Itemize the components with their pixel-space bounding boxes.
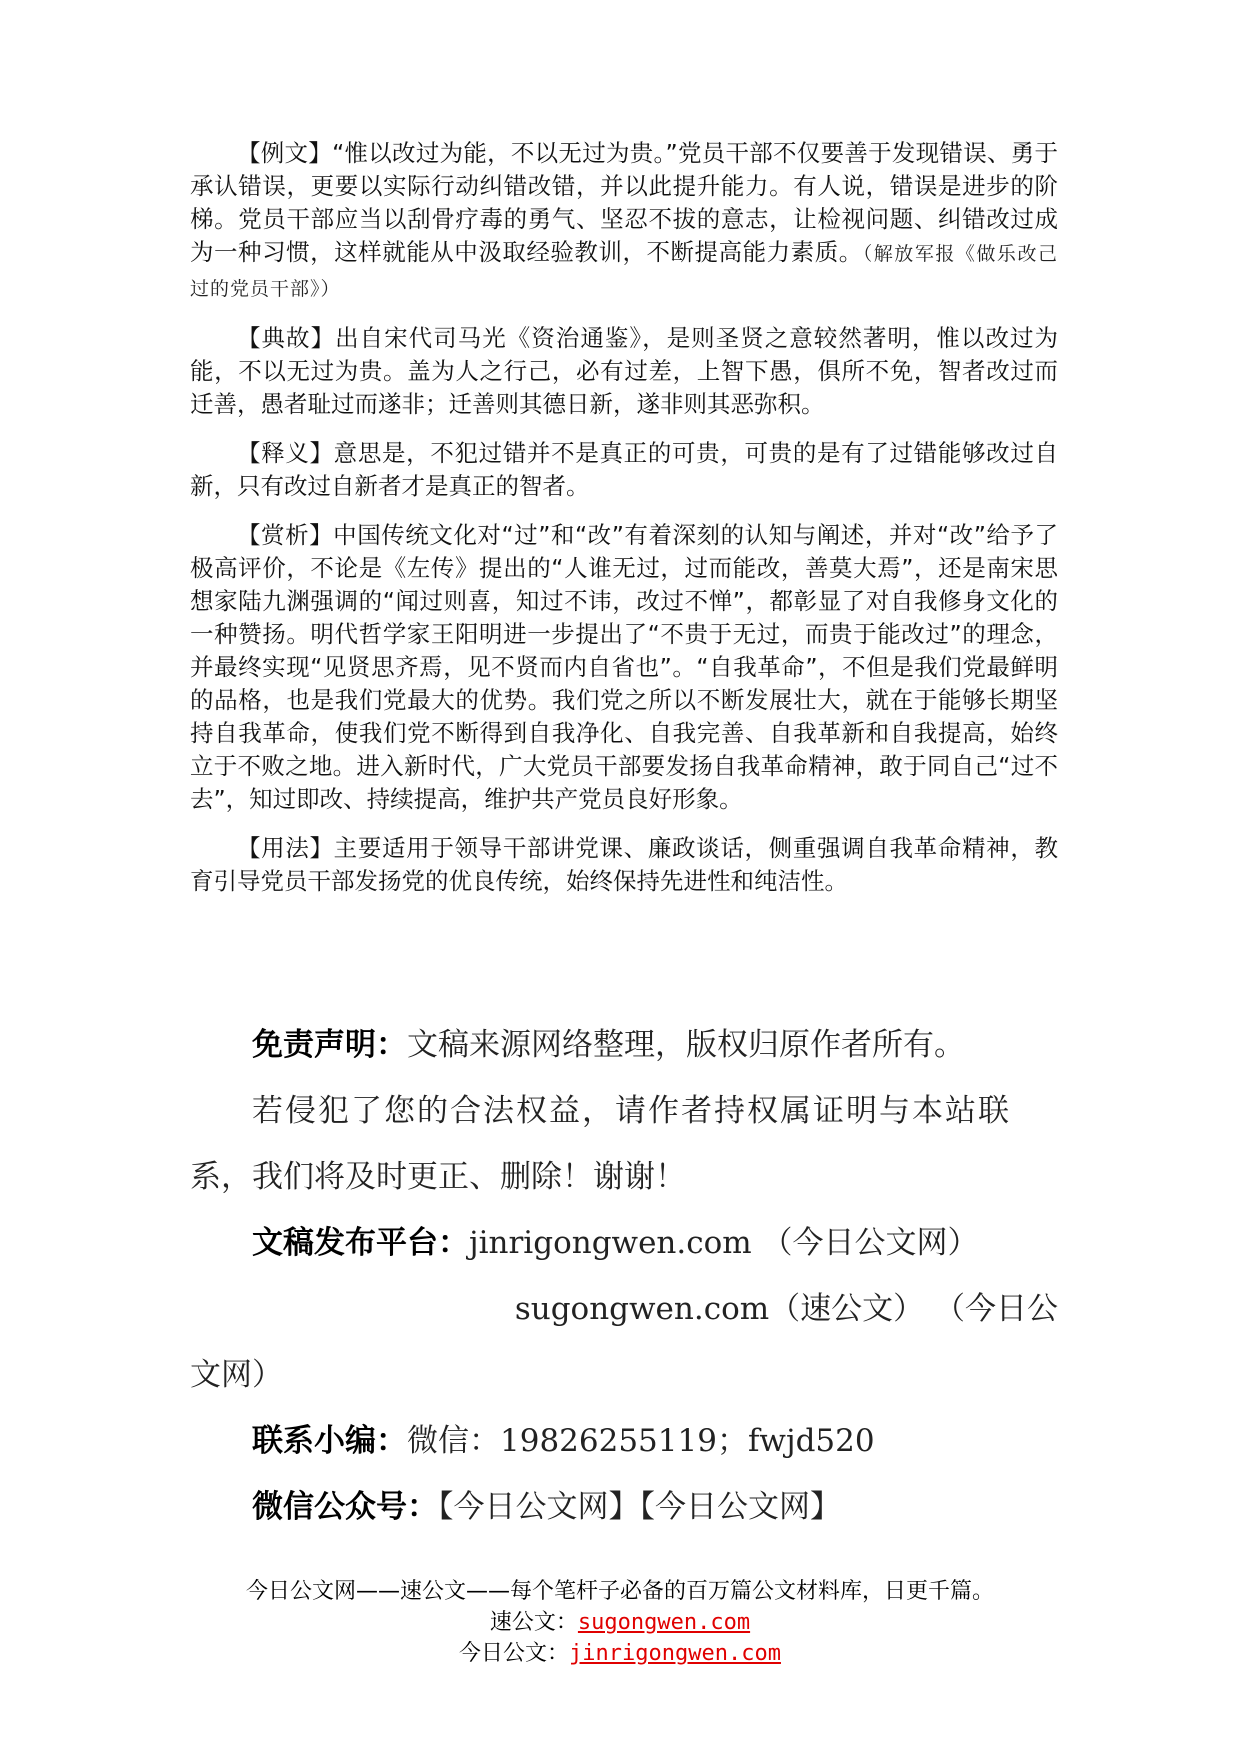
platform-label: 文稿发布平台： [252, 1225, 469, 1261]
page-footer [0, 1576, 1240, 1669]
footer-label-jinrigongwen: 今日公文： [459, 1641, 570, 1666]
paragraph-example [190, 137, 1058, 306]
footer-line-sugongwen [0, 1607, 1240, 1638]
footer-line-jinrigongwen [0, 1638, 1240, 1669]
paragraph-meaning [190, 437, 1058, 503]
paragraph-appreciation [190, 519, 1058, 816]
wechat-text: 【今日公文网】【今日公文网】 [438, 1489, 841, 1525]
contact-label: 联系小编： [252, 1423, 407, 1459]
wechat-label: 微信公众号： [252, 1489, 438, 1525]
disclaimer-text: 文稿来源网络整理，版权归原作者所有。 [407, 1027, 965, 1063]
text-example: “惟以改过为能，不以无过为贵。”党员干部不仅要善于发现错误、勇于承认错误，更要以实际行动纠错改错，并以此提升能力。有人说，错误是进步的阶梯。党员干部应当以刮骨疗毒的勇气、坚忍不拔的意志，让检视问题、纠错改过成为一种习惯，这样就能从中汲取经验教训，不断提高能力素质。 [190, 139, 1058, 266]
footer-tagline: 今日公文网——速公文——每个笔杆子必备的百万篇公文材料库，日更千篇。 [245, 1579, 994, 1604]
disclaimer-label: 免责声明： [252, 1027, 407, 1063]
footer-label-sugongwen: 速公文： [489, 1610, 578, 1635]
platform-line-2: sugongwen.com（速公文） （今日公 [514, 1291, 1058, 1327]
disclaimer-line-3: 系，我们将及时更正、删除！谢谢！ [190, 1159, 686, 1195]
tag-example: 【例文】 [237, 139, 333, 167]
tag-appreciation: 【赏析】 [237, 521, 334, 549]
disclaimer-line-2: 若侵犯了您的合法权益，请作者持权属证明与本站联 [252, 1093, 1011, 1129]
jinrigongwen-link[interactable]: jinrigongwen.com [569, 1641, 781, 1666]
tag-meaning: 【释义】 [237, 439, 334, 467]
wechat-line [190, 1474, 1058, 1540]
text-usage: 主要适用于领导干部讲党课、廉政谈话，侧重强调自我革命精神，教育引导党员干部发扬党的优良传统，始终保持先进性和纯洁性。 [190, 834, 1059, 895]
text-meaning: 意思是，不犯过错并不是真正的可贵，可贵的是有了过错能够改过自新，只有改过自新者才是真正的智者。 [190, 439, 1059, 500]
text-appreciation: 中国传统文化对“过”和“改”有着深刻的认知与阐述，并对“改”给予了极高评价，不论是《左传》提出的“人谁无过，过而能改，善莫大焉”，还是南宋思想家陆九渊强调的“闻过则喜，知过不讳，改过不惮”，都彰显了对自我修身文化的一种赞扬。明代哲学家王阳明进一步提出了“不贵于无过，而贵于能改过”的理念，并最终实现“见贤思齐焉，见不贤而内自省也”。“自我革命”，不但是我们党最鲜明的品格，也是我们党最大的优势。我们党之所以不断发展壮大，就在于能够长期坚持自我革命，使我们党不断得到自我净化、自我完善、自我革新和自我提高，始终立于不败之地。进入新时代，广大党员干部要发扬自我革命精神，敢于同自己“过不去”，知过即改、持续提高，维护共产党员良好形象。 [190, 521, 1059, 813]
disclaimer-block [190, 1012, 1058, 1540]
article-body [190, 137, 1058, 898]
tag-usage: 【用法】 [237, 834, 334, 862]
paragraph-usage [190, 832, 1058, 898]
disclaimer-line [190, 1012, 1058, 1078]
source-citation: （解放军报《做乐改己过的党员干部》） [190, 243, 1058, 300]
platform-text: jinrigongwen.com （今日公文网） [469, 1225, 979, 1261]
platform-line [190, 1210, 1058, 1276]
contact-text: 微信：19826255119；fwjd520 [407, 1423, 875, 1459]
sugongwen-link[interactable]: sugongwen.com [577, 1610, 751, 1635]
contact-line [190, 1408, 1058, 1474]
text-allusion: 出自宋代司马光《资治通鉴》，是则圣贤之意较然著明，惟以改过为能，不以无过为贵。盖为人之行己，必有过差，上智下愚，俱所不免，智者改过而迁善，愚者耻过而遂非；迁善则其德日新，遂非则其恶弥积。 [190, 324, 1059, 418]
tag-allusion: 【典故】 [237, 324, 336, 352]
paragraph-allusion [190, 322, 1058, 421]
platform-line-3: 文网） [190, 1357, 283, 1393]
